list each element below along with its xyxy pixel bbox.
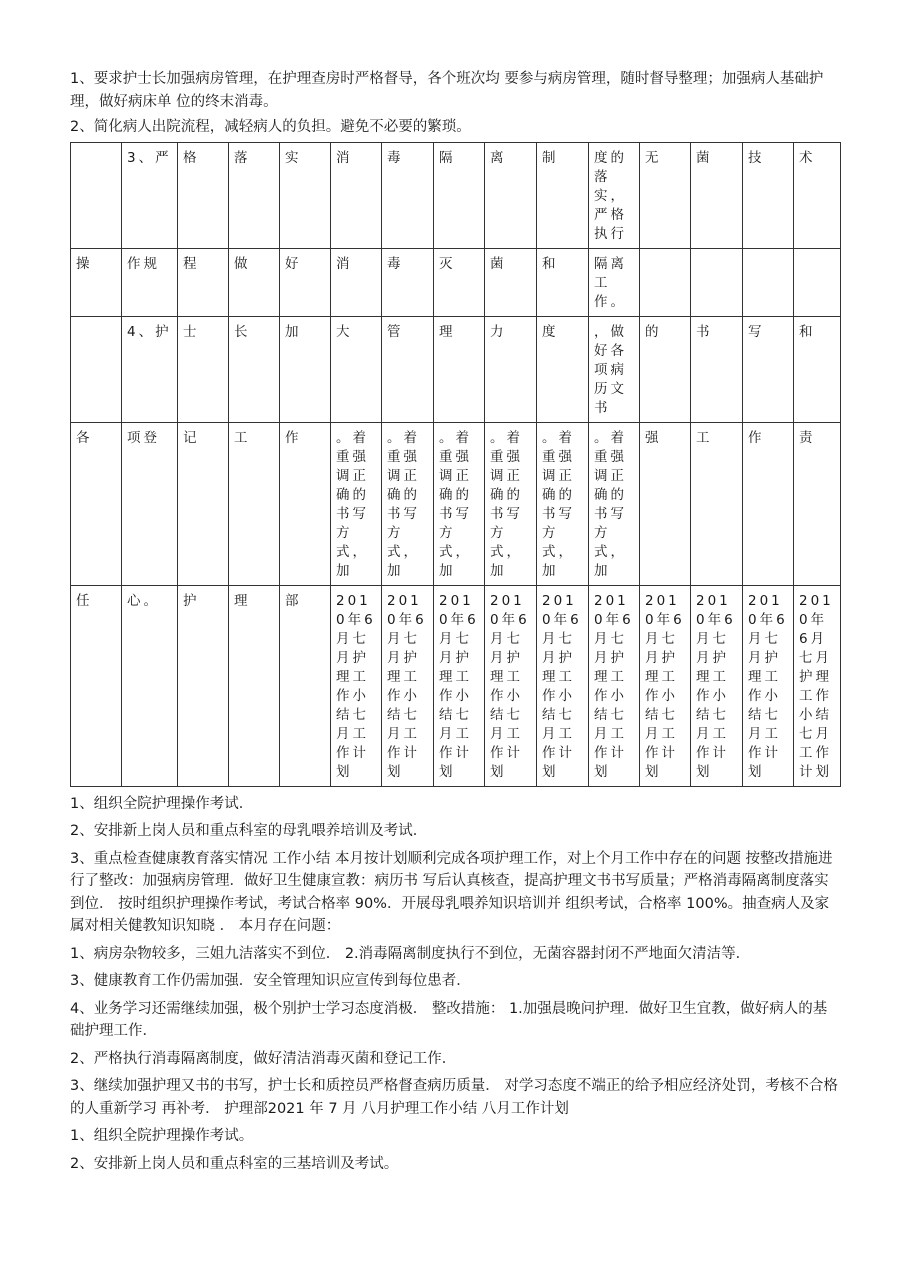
after-paragraph-3: 3、重点检查健康教育落实情况 工作小结 本月按计划顺利完成各项护理工作，对上个月工作中存在的问题 按整改措施进行了整改：加强病房管理．做好卫生健康宣教：病历书 写后认真核查，提高护理文书书写质量；严格消毒隔离制度落实到位． 按时组织护理操作考试，考试合格率 90%．开展母乳喂养知识培训并 组织考试，合格率 100%。抽查病人及家属对相关健教知识知晓 ． 本月存在问题： <box>70 850 833 934</box>
after-paragraph-6: 4、业务学习还需继续加强，极个别护士学习态度消极． 整改措施： 1.加强晨晚问护理．做好卫生宜教，做好病人的基础护理工作． <box>70 1000 828 1039</box>
table-cell: 大 <box>331 316 382 422</box>
table-cell: 心。 <box>122 585 178 786</box>
table-cell: 做 <box>229 248 280 316</box>
table-cell: 无 <box>640 142 691 248</box>
table-cell <box>71 316 122 422</box>
table-cell: 理 <box>229 585 280 786</box>
table-row <box>71 248 841 316</box>
table-cell: 工 <box>229 422 280 585</box>
table-cell: 2010年6月七月护理工作小结七月工作计划 <box>743 585 794 786</box>
table-cell: 项登 <box>122 422 178 585</box>
table-cell: 任 <box>71 585 122 786</box>
table-cell: 作 <box>280 422 331 585</box>
table-cell: 责 <box>794 422 841 585</box>
document-page <box>70 68 840 1180</box>
table-cell: 加 <box>280 316 331 422</box>
table-cell: 。着重强调正确的书写方式，加 <box>331 422 382 585</box>
table-cell: 2010年6月七月护理工作小结七月工作计划 <box>485 585 537 786</box>
table-cell: 力 <box>485 316 537 422</box>
table-cell: 消 <box>331 248 382 316</box>
table-row <box>71 142 841 248</box>
table-cell: 部 <box>280 585 331 786</box>
table-cell: 护 <box>178 585 229 786</box>
table-cell: 落 <box>229 142 280 248</box>
table-cell: 。着重强调正确的书写方式，加 <box>485 422 537 585</box>
table-cell <box>71 142 122 248</box>
table-cell: 菌 <box>691 142 743 248</box>
table-row <box>71 422 841 585</box>
table-cell: ，做好各项病历文书 <box>589 316 640 422</box>
table-cell: 的 <box>640 316 691 422</box>
table-cell: 好 <box>280 248 331 316</box>
table-cell: 各 <box>71 422 122 585</box>
after-paragraph-2: 2、安排新上岗人员和重点科室的母乳喂养培训及考试． <box>70 823 428 839</box>
after-paragraph-9: 1、组织全院护理操作考试。 <box>70 1128 254 1144</box>
table-cell: 术 <box>794 142 841 248</box>
table-cell: 2010年6月七月护理工作小结七月工作计划 <box>434 585 485 786</box>
after-paragraph-7: 2、严格执行消毒隔离制度，做好清洁消毒灭菌和登记工作． <box>70 1050 457 1067</box>
after-paragraph-8: 3、继续加强护理又书的书写，护士长和质控员严格督查病历质量． 对学习态度不端正的给予相应经济处罚，考核不合格的人重新学习 再补考． 护理部2021 年 7 月 八月护理工作小结 八月工作计划 <box>70 1078 838 1117</box>
after-paragraph-10: 2、安排新上岗人员和重点科室的三基培训及考试。 <box>70 1155 399 1172</box>
table-cell: 技 <box>743 142 794 248</box>
table-row <box>71 585 841 786</box>
plan-table <box>70 142 841 787</box>
table-cell: 记 <box>178 422 229 585</box>
table-cell: 作 <box>743 422 794 585</box>
table-cell: 隔 <box>434 142 485 248</box>
table-cell: 作规 <box>122 248 178 316</box>
table-cell: 理 <box>434 316 485 422</box>
table-cell <box>640 248 691 316</box>
table-cell: 毒 <box>382 142 434 248</box>
table-cell: 2010年6月七月护理工作小结七月工作计划 <box>331 585 382 786</box>
table-cell: 士 <box>178 316 229 422</box>
table-cell: 操 <box>71 248 122 316</box>
table-cell: 2010年6月七月护理工作小结七月工作计划 <box>537 585 589 786</box>
table-cell: 强 <box>640 422 691 585</box>
table-cell: 消 <box>331 142 382 248</box>
table-cell: 写 <box>743 316 794 422</box>
table-cell: 和 <box>794 316 841 422</box>
table-cell: 。着重强调正确的书写方式，加 <box>382 422 434 585</box>
table-cell <box>743 248 794 316</box>
table-cell: 2010年6月七月护理工作小结七月工作计划 <box>640 585 691 786</box>
table-cell: 度的落实，严格执行 <box>589 142 640 248</box>
table-cell: 和 <box>537 248 589 316</box>
table-cell: 。着重强调正确的书写方式，加 <box>589 422 640 585</box>
plan-table-body <box>71 142 841 786</box>
table-cell: 灭 <box>434 248 485 316</box>
table-cell: 2010年6月七月护理工作小结七月工作计划 <box>794 585 841 786</box>
table-cell: 管 <box>382 316 434 422</box>
table-cell: 隔离工作。 <box>589 248 640 316</box>
table-cell: 2010年6月七月护理工作小结七月工作计划 <box>691 585 743 786</box>
table-cell: 。着重强调正确的书写方式，加 <box>537 422 589 585</box>
table-cell: 工 <box>691 422 743 585</box>
after-section <box>70 793 840 1176</box>
intro-paragraph-1: 1、要求护士长加强病房管理，在护理查房时严格督导，各个班次均 要参与病房管理，随时督导整理；加强病人基础护理，做好病床单 位的终末消毒。 <box>70 71 824 110</box>
table-cell: 2010年6月七月护理工作小结七月工作计划 <box>589 585 640 786</box>
table-cell: 制 <box>537 142 589 248</box>
table-cell <box>691 248 743 316</box>
table-cell: 4、护 <box>122 316 178 422</box>
table-cell: 3、严 <box>122 142 178 248</box>
table-cell: 。着重强调正确的书写方式，加 <box>434 422 485 585</box>
table-cell: 书 <box>691 316 743 422</box>
after-paragraph-1: 1、组织全院护理操作考试． <box>70 795 254 812</box>
table-cell: 度 <box>537 316 589 422</box>
intro-paragraph-2: 2、简化病人出院流程，减轻病人的负担。避免不必要的繁琐。 <box>70 119 471 135</box>
table-cell: 2010年6月七月护理工作小结七月工作计划 <box>382 585 434 786</box>
table-cell: 实 <box>280 142 331 248</box>
table-cell <box>794 248 841 316</box>
table-cell: 长 <box>229 316 280 422</box>
table-cell: 菌 <box>485 248 537 316</box>
table-cell: 程 <box>178 248 229 316</box>
table-cell: 离 <box>485 142 537 248</box>
after-paragraph-5: 3、健康教育工作仍需加强．安全管理知识应宣传到每位患者． <box>70 973 471 989</box>
after-paragraph-4: 1、病房杂物较多，三姐九洁落实不到位． 2.消毒隔离制度执行不到位，无菌容器封闭不严地面欠清洁等． <box>70 945 751 962</box>
table-row <box>71 316 841 422</box>
table-cell: 毒 <box>382 248 434 316</box>
table-cell: 格 <box>178 142 229 248</box>
